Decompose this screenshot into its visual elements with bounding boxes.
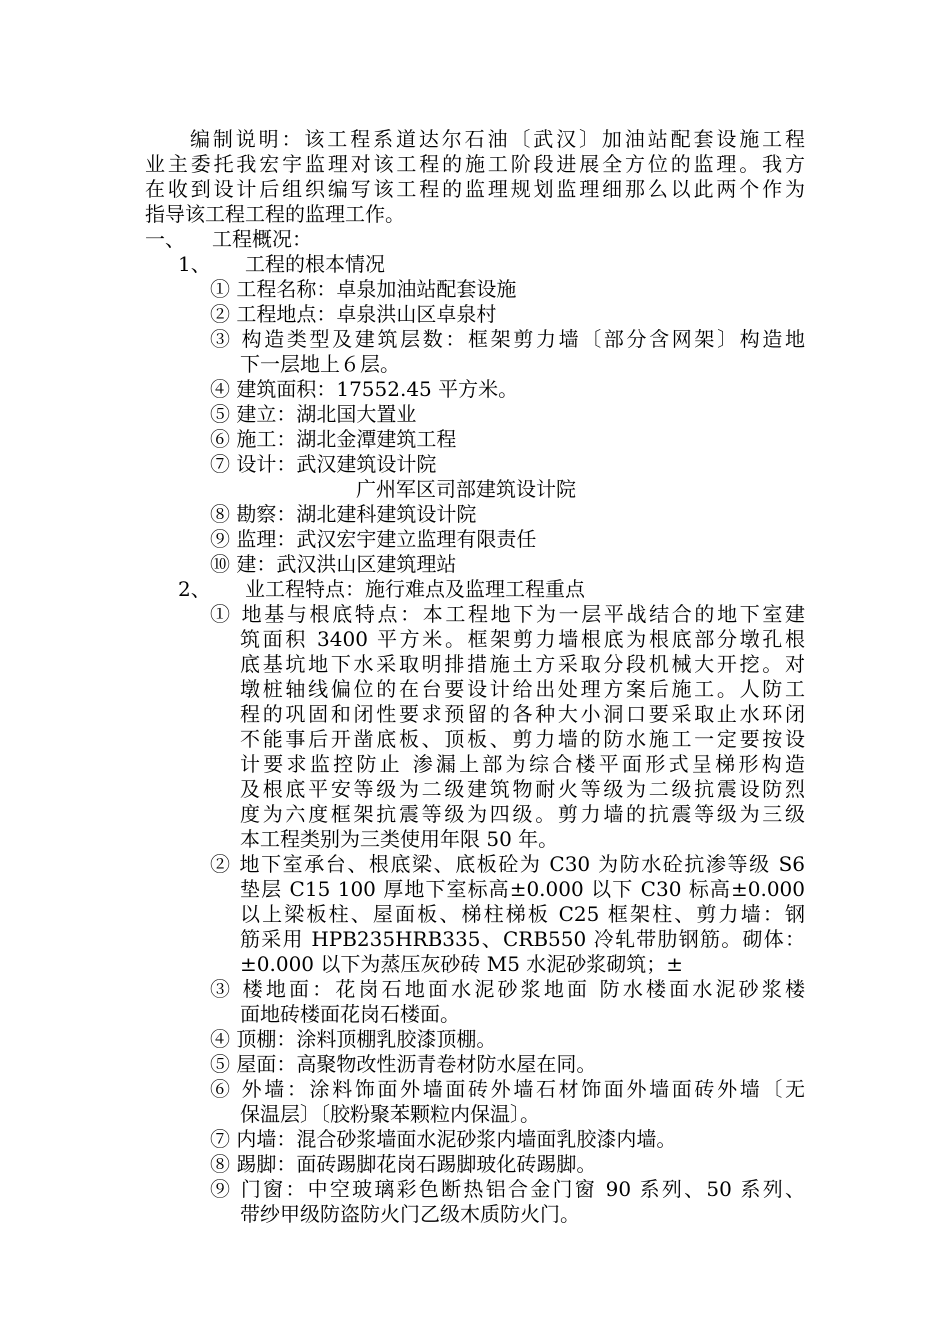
sub-2-item: 及根底平安等级为二级建筑物耐火等级为二级抗震设防烈 xyxy=(240,777,805,801)
sub-1-item: ③ 构造类型及建筑层数：框架剪力墙〔部分含网架〕构造地 xyxy=(210,327,805,351)
sub-2-item: 本工程类别为三类使用年限 50 年。 xyxy=(240,827,559,851)
sub-2-item: ⑥ 外墙：涂料饰面外墙面砖外墙石材饰面外墙面砖外墙〔无 xyxy=(210,1077,805,1101)
sub-2-item: 不能事后开凿底板、顶板、剪力墙的防水施工一定要按设 xyxy=(240,727,805,751)
sub-2-item: 计要求监控防止 渗漏上部为综合楼平面形式呈梯形构造 xyxy=(240,752,805,776)
sub-2-item: 以上梁板柱、屋面板、梯柱梯板 C25 框架柱、剪力墙：钢 xyxy=(240,902,805,926)
sub-1-item: 下一层地上６层。 xyxy=(240,352,400,376)
sub-2-item: ⑧ 踢脚：面砖踢脚花岗石踢脚玻化砖踢脚。 xyxy=(210,1152,597,1176)
intro-line-4: 指导该工程工程的监理工作。 xyxy=(145,202,405,226)
sub-2-item: 筑面积 3400 平方米。框架剪力墙根底为根底部分墩孔根 xyxy=(240,627,805,651)
sub-1-item: ② 工程地点：卓泉洪山区卓泉村 xyxy=(210,302,497,326)
intro-line-3: 在收到设计后组织编写该工程的监理规划监理细那么以此两个作为 xyxy=(145,177,805,201)
sub-2-item: 底基坑地下水采取明排措施土方采取分段机械大开挖。对 xyxy=(240,652,805,676)
sub-1-item: ⑤ 建立：湖北国大置业 xyxy=(210,402,417,426)
sub-2-item: 度为六度框架抗震等级为四级。剪力墙的抗震等级为三级 xyxy=(240,802,805,826)
sub-2-item: ③ 楼地面：花岗石地面水泥砂浆地面 防水楼面水泥砂浆楼 xyxy=(210,977,805,1001)
sub-2-item: 带纱甲级防盗防火门乙级木质防火门。 xyxy=(240,1202,580,1226)
sub-1-number: 1、 xyxy=(178,252,211,276)
intro-line-1: 编制说明：该工程系道达尔石油〔武汉〕加油站配套设施工程 xyxy=(190,127,805,151)
sub-1-item: 广州军区司部建筑设计院 xyxy=(356,477,576,501)
sub-2-item: 垫层 C15 100 厚地下室标高±0.000 以下 C30 标高±0.000 xyxy=(240,877,805,901)
sub-2-item: 程的巩固和闭性要求预留的各种大小洞口要采取止水环闭 xyxy=(240,702,805,726)
sub-2-item: ⑤ 屋面：高聚物改性沥青卷材防水屋在同。 xyxy=(210,1052,597,1076)
sub-2-item: ② 地下室承台、根底梁、底板砼为 C30 为防水砼抗渗等级 S6 xyxy=(210,852,805,876)
sub-2-title: 业工程特点：施行难点及监理工程重点 xyxy=(245,577,585,601)
sub-1-item: ⑨ 监理：武汉宏宇建立监理有限责任 xyxy=(210,527,537,551)
sub-2-item: ⑨ 门窗：中空玻璃彩色断热铝合金门窗 90 系列、50 系列、 xyxy=(210,1177,805,1201)
sub-2-item: 保温层〕〔胶粉聚苯颗粒内保温〕。 xyxy=(240,1102,540,1126)
sub-2-item: 面地砖楼面花岗石楼面。 xyxy=(240,1002,460,1026)
sub-2-item: ⑦ 内墙：混合砂浆墙面水泥砂浆内墙面乳胶漆内墙。 xyxy=(210,1127,677,1151)
sub-2-item: 筋采用 HPB235HRB335、CRB550 冷轧带肋钢筋。砌体： xyxy=(240,927,805,951)
section-1-number: 一、 xyxy=(145,227,185,251)
section-1-title: 工程概况： xyxy=(212,227,312,251)
sub-1-item: ⑦ 设计：武汉建筑设计院 xyxy=(210,452,437,476)
sub-1-item: ① 工程名称：卓泉加油站配套设施 xyxy=(210,277,517,301)
sub-2-item: ① 地基与根底特点：本工程地下为一层平战结合的地下室建 xyxy=(210,602,805,626)
sub-1-item: ⑥ 施工：湖北金潭建筑工程 xyxy=(210,427,457,451)
sub-1-item: ⑧ 勘察：湖北建科建筑设计院 xyxy=(210,502,477,526)
sub-2-item: ±0.000 以下为蒸压灰砂砖 M5 水泥砂浆砌筑；± xyxy=(240,952,684,976)
sub-1-item: ⑩ 建：武汉洪山区建筑理站 xyxy=(210,552,457,576)
sub-1-item: ④ 建筑面积：17552.45 平方米。 xyxy=(210,377,519,401)
sub-1-title: 工程的根本情况 xyxy=(245,252,385,276)
sub-2-number: 2、 xyxy=(178,577,211,601)
intro-line-2: 业主委托我宏宇监理对该工程的施工阶段进展全方位的监理。我方 xyxy=(145,152,805,176)
sub-2-item: ④ 顶棚：涂料顶棚乳胶漆顶棚。 xyxy=(210,1027,497,1051)
sub-2-item: 墩桩轴线偏位的在台要设计给出处理方案后施工。人防工 xyxy=(240,677,805,701)
